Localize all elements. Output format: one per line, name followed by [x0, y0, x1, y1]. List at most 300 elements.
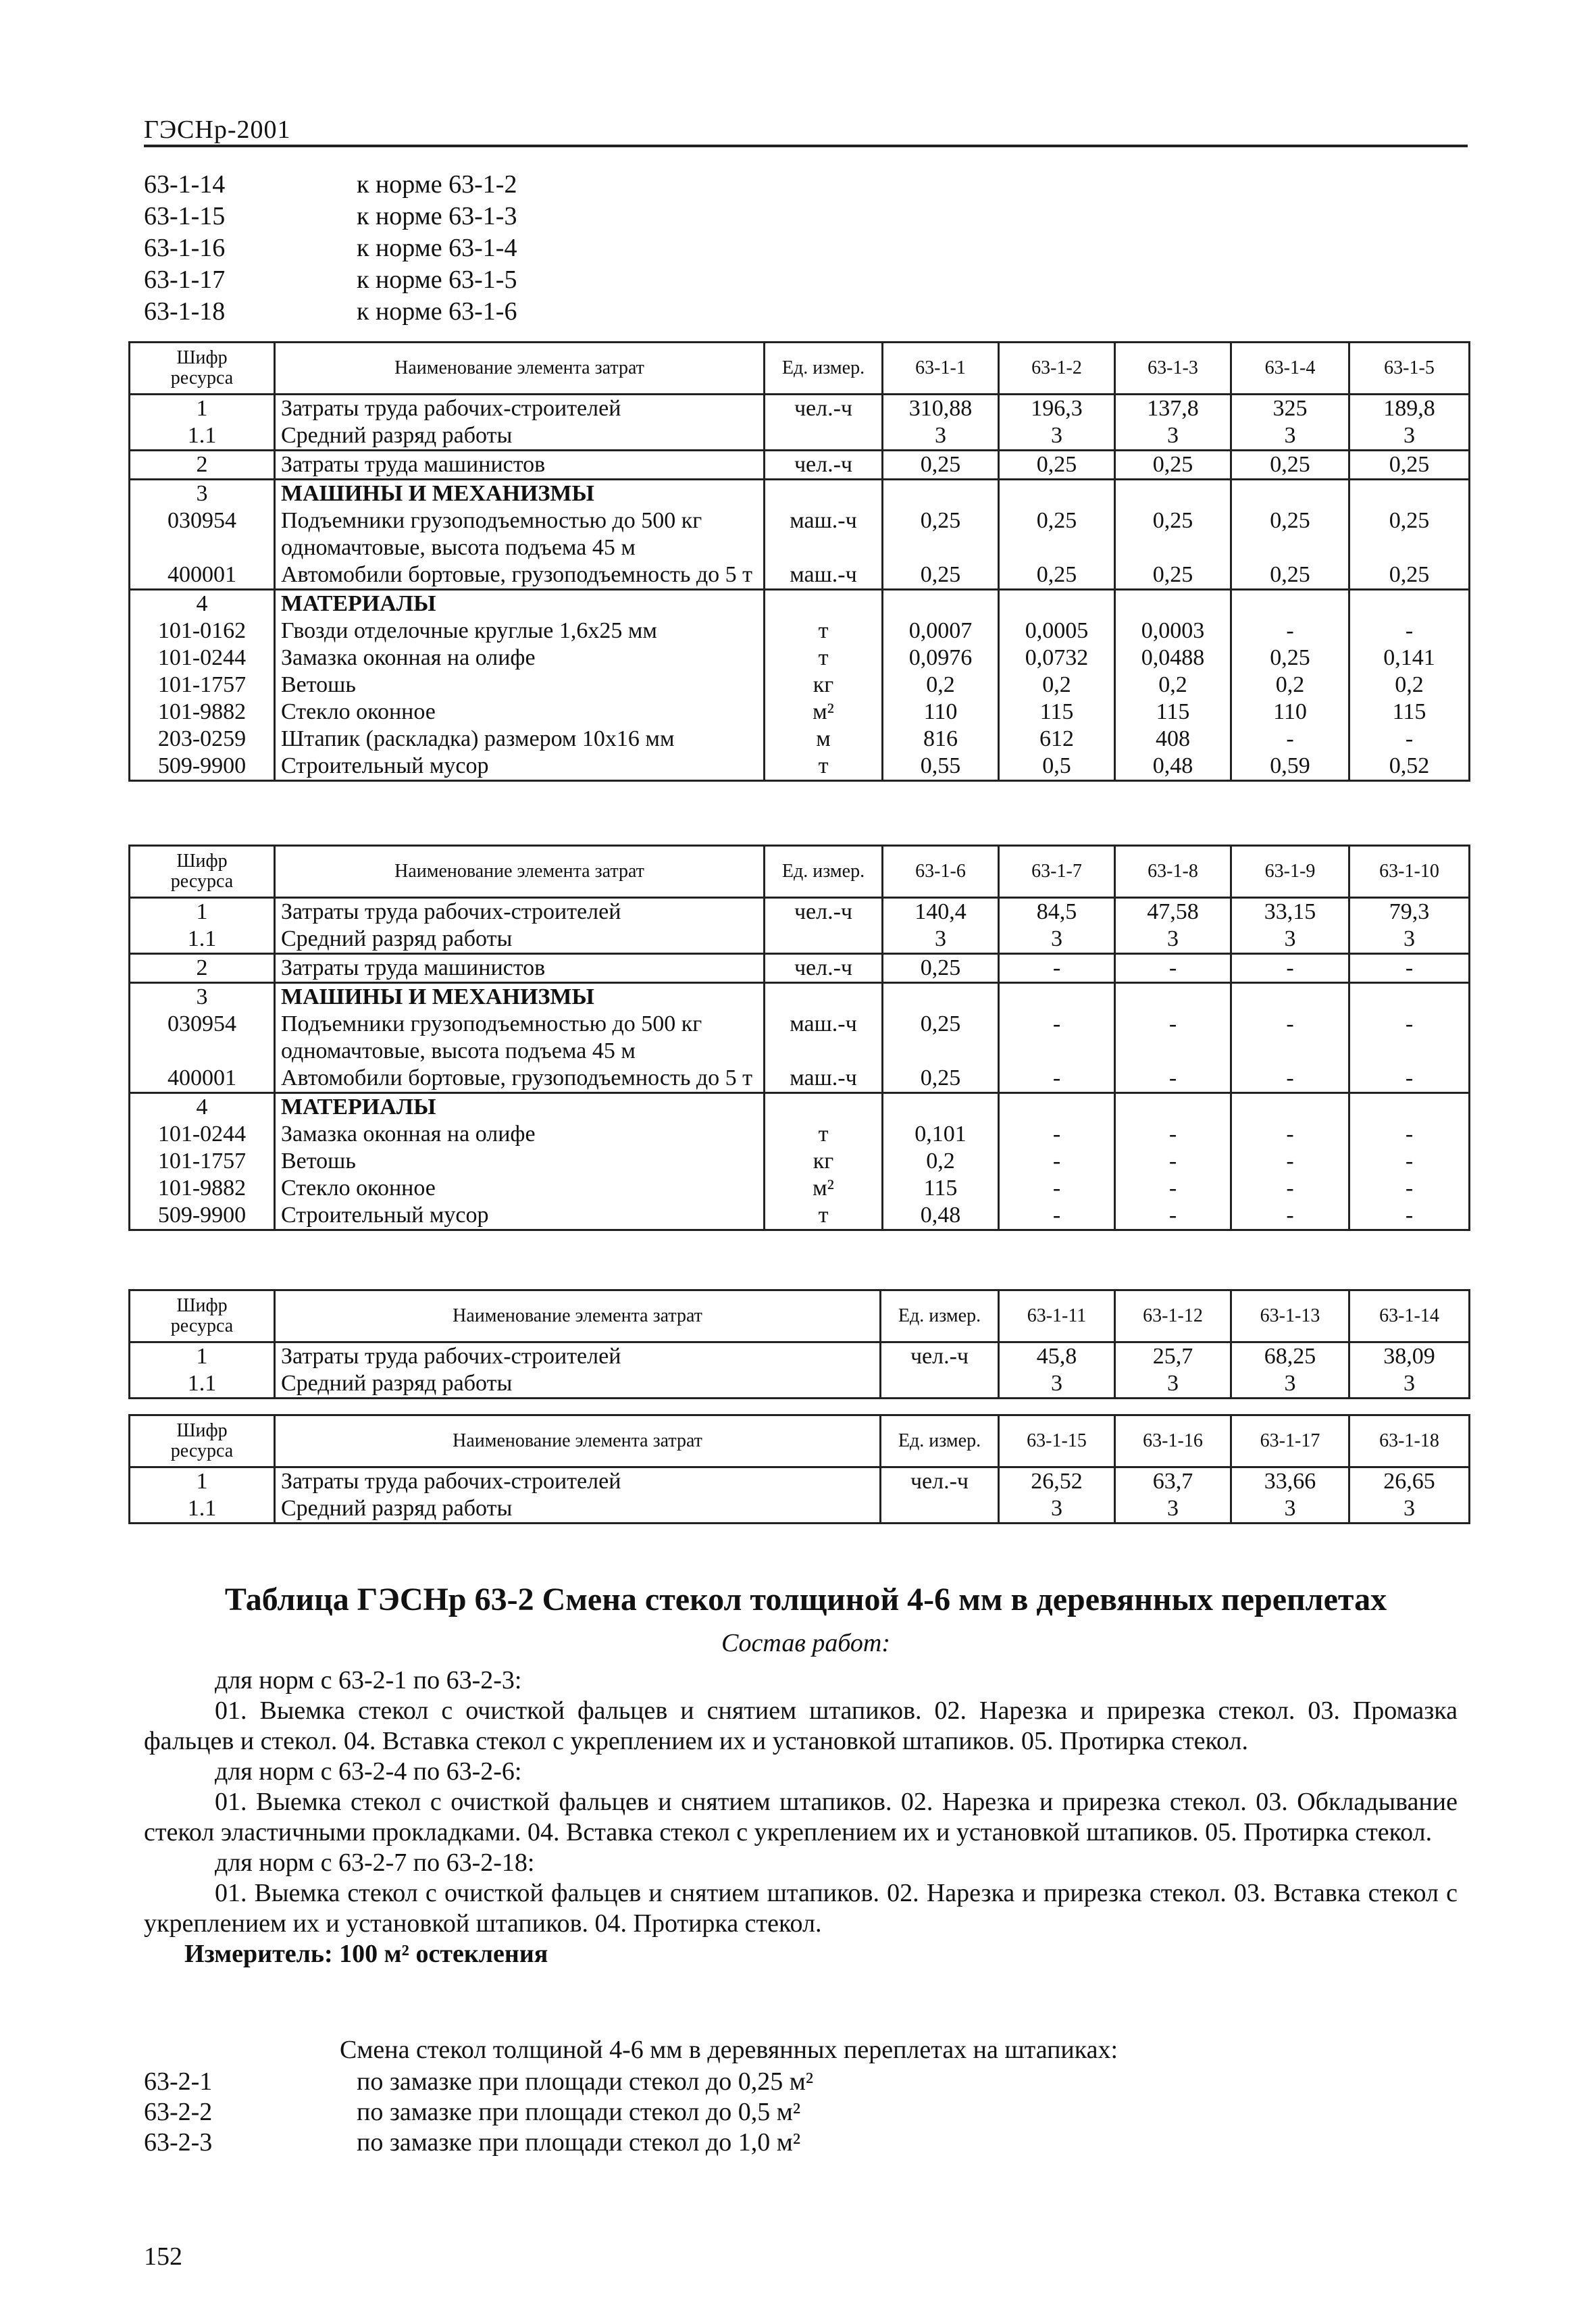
cell-value: -	[999, 954, 1115, 983]
cell-name: Стекло оконное	[275, 699, 765, 726]
table-row	[130, 1495, 1470, 1524]
cell-code: 101-0162	[130, 618, 275, 645]
cell-unit	[765, 422, 883, 451]
table-row	[130, 954, 1470, 983]
cell-value: 115	[999, 699, 1115, 726]
cell-value: 0,0007	[883, 618, 999, 645]
cell-value: 25,7	[1115, 1342, 1231, 1371]
cell-value: 0,0003	[1115, 618, 1231, 645]
cell-name: Затраты труда рабочих-строителей	[275, 1467, 881, 1496]
cell-value: 3	[1231, 926, 1349, 954]
cell-unit: чел.-ч	[765, 954, 883, 983]
cell-code: 1	[130, 898, 275, 926]
cell-name: МАТЕРИАЛЫ	[275, 1093, 765, 1122]
cell-code: 101-9882	[130, 1175, 275, 1202]
group-text: 01. Выемка стекол с очисткой фальцев и снятием штапиков. 02. Нарезка и прирезка стекол. 03. Вставка стекол с укреплением их и установкой штапиков. 04. Протирка стекол.	[144, 1879, 1458, 1938]
cell-value: 110	[883, 699, 999, 726]
cell-value: -	[1349, 1065, 1470, 1093]
norm-text: по замазке при площади стекол до 0,25 м²	[357, 2067, 814, 2096]
cell-value: 38,09	[1349, 1342, 1470, 1371]
ref-text: к норме 63-1-5	[357, 266, 517, 294]
cell-value: 0,25	[999, 507, 1115, 561]
cell-value: -	[1115, 1175, 1231, 1202]
col-code-header: Шифр ресурса	[130, 1290, 275, 1342]
table-row	[130, 618, 1470, 645]
cell-name: Затраты труда рабочих-строителей	[275, 1342, 881, 1371]
cell-unit: кг	[765, 1148, 883, 1175]
col-unit-header: Ед. измер.	[765, 846, 883, 898]
cell-value: 3	[999, 1370, 1115, 1399]
col-norm-header: 63-1-4	[1231, 343, 1349, 395]
cell-code: 3	[130, 480, 275, 508]
cell-name: Строительный мусор	[275, 753, 765, 781]
cell-unit: чел.-ч	[765, 898, 883, 926]
table-row	[130, 1121, 1470, 1148]
cell-value	[1231, 480, 1349, 508]
cell-name: Средний разряд работы	[275, 926, 765, 954]
list-item	[144, 169, 1089, 201]
table-row	[130, 1342, 1470, 1371]
cell-value	[883, 590, 999, 618]
table-row	[130, 1202, 1470, 1230]
cell-value	[1115, 480, 1231, 508]
cell-value: 0,2	[1349, 672, 1470, 699]
col-norm-header: 63-1-7	[999, 846, 1115, 898]
cell-value: -	[1231, 618, 1349, 645]
cell-value: 110	[1231, 699, 1349, 726]
cell-value: -	[1115, 1202, 1231, 1230]
list-item	[144, 2096, 813, 2127]
col-norm-header: 63-1-12	[1115, 1290, 1231, 1342]
cell-value: 0,25	[883, 507, 999, 561]
col-name-header: Наименование элемента затрат	[275, 343, 765, 395]
cell-name: Средний разряд работы	[275, 1495, 881, 1524]
col-name-header: Наименование элемента затрат	[275, 846, 765, 898]
cell-name: Затраты труда рабочих-строителей	[275, 898, 765, 926]
cell-value	[1231, 590, 1349, 618]
cell-unit: м	[765, 726, 883, 753]
cell-code: 1	[130, 1467, 275, 1496]
cell-unit: т	[765, 645, 883, 672]
cell-value: 0,25	[883, 451, 999, 480]
ref-code: 63-1-18	[144, 297, 226, 326]
cell-value: 3	[999, 422, 1115, 451]
table-row	[130, 395, 1470, 423]
cell-value: 0,2	[999, 672, 1115, 699]
table-row	[130, 1093, 1470, 1122]
cell-value: 0,25	[1231, 451, 1349, 480]
cell-value: -	[999, 1175, 1115, 1202]
col-unit-header: Ед. измер.	[881, 1290, 999, 1342]
cell-value: 310,88	[883, 395, 999, 423]
cell-value: 0,5	[999, 753, 1115, 781]
cell-value: 0,25	[1115, 507, 1231, 561]
cell-value: 0,25	[1349, 507, 1470, 561]
cell-value: -	[1231, 1202, 1349, 1230]
norm-code: 63-2-1	[144, 2067, 213, 2096]
norms-table-63-1-6-to-10	[128, 845, 1470, 1231]
cell-value: 0,2	[883, 1148, 999, 1175]
cell-name: Ветошь	[275, 1148, 765, 1175]
ref-text: к норме 63-1-2	[357, 170, 517, 199]
cell-name: Замазка оконная на олифе	[275, 645, 765, 672]
cell-code: 1.1	[130, 926, 275, 954]
cell-value: 0,101	[883, 1121, 999, 1148]
cell-code: 1	[130, 395, 275, 423]
ref-code: 63-1-15	[144, 202, 226, 230]
cell-code: 4	[130, 590, 275, 618]
col-norm-header: 63-1-18	[1349, 1415, 1470, 1467]
cell-code: 1	[130, 1342, 275, 1371]
cell-value: 0,25	[883, 1065, 999, 1093]
table-row	[130, 1065, 1470, 1093]
cell-value: 0,2	[1115, 672, 1231, 699]
cell-unit: т	[765, 618, 883, 645]
cell-value: 0,0005	[999, 618, 1115, 645]
header-rule	[144, 145, 1468, 147]
table-row	[130, 672, 1470, 699]
cell-value: -	[1231, 954, 1349, 983]
cell-value	[1115, 983, 1231, 1011]
cell-name: МАШИНЫ И МЕХАНИЗМЫ	[275, 480, 765, 508]
cell-value: 3	[1231, 1370, 1349, 1399]
cell-value	[1231, 983, 1349, 1011]
cell-value: -	[1115, 1011, 1231, 1065]
cell-value: -	[1349, 1148, 1470, 1175]
table-row	[130, 753, 1470, 781]
cell-value: -	[999, 1121, 1115, 1148]
col-norm-header: 63-1-13	[1231, 1290, 1349, 1342]
cell-code: 101-1757	[130, 672, 275, 699]
table-row	[130, 983, 1470, 1011]
cell-value: 612	[999, 726, 1115, 753]
table-header-row	[130, 846, 1470, 898]
norm-codes-list	[144, 2066, 813, 2157]
cell-code: 101-1757	[130, 1148, 275, 1175]
refs-list	[144, 169, 1089, 328]
cell-code: 1.1	[130, 1495, 275, 1524]
col-norm-header: 63-1-10	[1349, 846, 1470, 898]
cell-value	[1115, 1093, 1231, 1122]
list-item	[144, 2127, 813, 2157]
cell-value	[1349, 983, 1470, 1011]
cell-value: 115	[1115, 699, 1231, 726]
table-row	[130, 926, 1470, 954]
cell-value: 137,8	[1115, 395, 1231, 423]
col-norm-header: 63-1-3	[1115, 343, 1231, 395]
ref-code: 63-1-17	[144, 266, 226, 294]
norm-text: по замазке при площади стекол до 1,0 м²	[357, 2128, 801, 2157]
cell-unit: м²	[765, 699, 883, 726]
table-row	[130, 645, 1470, 672]
cell-value	[883, 480, 999, 508]
col-norm-header: 63-1-8	[1115, 846, 1231, 898]
cell-name: Подъемники грузоподъемностью до 500 кг одномачтовые, высота подъема 45 м	[275, 1011, 765, 1065]
norms-table-63-1-15-to-18	[128, 1414, 1470, 1524]
norm-text: по замазке при площади стекол до 0,5 м²	[357, 2097, 801, 2126]
cell-unit	[765, 590, 883, 618]
col-norm-header: 63-1-6	[883, 846, 999, 898]
cell-unit	[765, 926, 883, 954]
cell-unit	[765, 480, 883, 508]
measure-unit: Измеритель: 100 м² остекления	[184, 1940, 548, 1968]
ref-text: к норме 63-1-4	[357, 234, 517, 262]
cell-value: 3	[1349, 1370, 1470, 1399]
cell-value: 3	[999, 1495, 1115, 1524]
cell-value: 0,0976	[883, 645, 999, 672]
cell-unit: чел.-ч	[765, 395, 883, 423]
cell-value	[1349, 1093, 1470, 1122]
section-title: Таблица ГЭСНр 63-2 Смена стекол толщиной 4-6 мм в деревянных переплетах	[224, 1582, 1387, 1617]
cell-value: 0,25	[999, 561, 1115, 590]
cell-name: Автомобили бортовые, грузоподъемность до 5 т	[275, 561, 765, 590]
cell-unit: маш.-ч	[765, 1065, 883, 1093]
cell-value: -	[1115, 1148, 1231, 1175]
cell-unit: кг	[765, 672, 883, 699]
cell-value: -	[999, 1065, 1115, 1093]
cell-name: Автомобили бортовые, грузоподъемность до 5 т	[275, 1065, 765, 1093]
cell-value: 33,15	[1231, 898, 1349, 926]
table-row	[130, 898, 1470, 926]
cell-value: 0,141	[1349, 645, 1470, 672]
cell-value: 0,25	[1231, 561, 1349, 590]
table-row	[130, 507, 1470, 561]
cell-value	[999, 480, 1115, 508]
cell-unit: чел.-ч	[765, 451, 883, 480]
cell-value: -	[1115, 1121, 1231, 1148]
cell-value: 0,2	[883, 672, 999, 699]
cell-value: 3	[1115, 926, 1231, 954]
cell-value: 3	[883, 422, 999, 451]
group-text: 01. Выемка стекол с очисткой фальцев и снятием штапиков. 02. Нарезка и прирезка стекол. 03. Обкладывание стекол эластичными прокладками. 04. Вставка стекол с укреплением их и установкой штапиков. 05. Протирка стекол.	[144, 1788, 1458, 1846]
cell-value: 0,25	[1231, 507, 1349, 561]
cell-code: 030954	[130, 507, 275, 561]
cell-value: -	[1231, 1175, 1349, 1202]
cell-value: 3	[1231, 422, 1349, 451]
cell-value: -	[1231, 1148, 1349, 1175]
cell-value: 47,58	[1115, 898, 1231, 926]
cell-unit: т	[765, 753, 883, 781]
norms-subheading: Смена стекол толщиной 4-6 мм в деревянных переплетах на штапиках:	[340, 2036, 1118, 2064]
table-header-row	[130, 343, 1470, 395]
group-heading: для норм с 63-2-1 по 63-2-3:	[215, 1666, 522, 1694]
cell-name: Средний разряд работы	[275, 422, 765, 451]
cell-value: 3	[1349, 926, 1470, 954]
table-row	[130, 726, 1470, 753]
cell-unit: чел.-ч	[881, 1467, 999, 1496]
cell-value	[1349, 590, 1470, 618]
cell-name: МАТЕРИАЛЫ	[275, 590, 765, 618]
cell-value: 84,5	[999, 898, 1115, 926]
cell-value: 0,25	[883, 954, 999, 983]
cell-value: 0,48	[883, 1202, 999, 1230]
list-item	[144, 264, 1089, 296]
col-norm-header: 63-1-2	[999, 343, 1115, 395]
running-title: ГЭСНр-2001	[144, 116, 291, 144]
cell-name: Ветошь	[275, 672, 765, 699]
cell-unit: маш.-ч	[765, 561, 883, 590]
cell-value	[999, 590, 1115, 618]
cell-value: -	[1115, 954, 1231, 983]
cell-value	[1115, 590, 1231, 618]
cell-value: -	[1349, 1202, 1470, 1230]
col-norm-header: 63-1-16	[1115, 1415, 1231, 1467]
cell-value: 3	[1349, 422, 1470, 451]
cell-value: 0,0488	[1115, 645, 1231, 672]
cell-value: 3	[1115, 1495, 1231, 1524]
cell-value: 33,66	[1231, 1467, 1349, 1496]
table-row	[130, 699, 1470, 726]
cell-unit: маш.-ч	[765, 1011, 883, 1065]
col-name-header: Наименование элемента затрат	[275, 1290, 881, 1342]
cell-code: 509-9900	[130, 753, 275, 781]
page-number: 152	[144, 2242, 182, 2271]
list-item	[144, 296, 1089, 328]
cell-value: 0,52	[1349, 753, 1470, 781]
cell-value: 0,55	[883, 753, 999, 781]
cell-code: 101-0244	[130, 645, 275, 672]
cell-code: 1.1	[130, 1370, 275, 1399]
col-norm-header: 63-1-11	[999, 1290, 1115, 1342]
cell-value	[883, 983, 999, 1011]
cell-unit	[881, 1495, 999, 1524]
list-item	[144, 232, 1089, 264]
cell-value: 0,25	[883, 1011, 999, 1065]
ref-text: к норме 63-1-3	[357, 202, 517, 230]
table-row	[130, 1467, 1470, 1496]
cell-name: Затраты труда машинистов	[275, 451, 765, 480]
cell-value: 816	[883, 726, 999, 753]
cell-value: 0,48	[1115, 753, 1231, 781]
table-row	[130, 590, 1470, 618]
cell-name: Средний разряд работы	[275, 1370, 881, 1399]
col-norm-header: 63-1-15	[999, 1415, 1115, 1467]
cell-code: 101-9882	[130, 699, 275, 726]
cell-value: 0,25	[1349, 561, 1470, 590]
group-heading: для норм с 63-2-7 по 63-2-18:	[215, 1848, 535, 1877]
cell-name: МАШИНЫ И МЕХАНИЗМЫ	[275, 983, 765, 1011]
col-unit-header: Ед. измер.	[765, 343, 883, 395]
group-heading: для норм с 63-2-4 по 63-2-6:	[215, 1757, 522, 1786]
cell-name: Гвозди отделочные круглые 1,6x25 мм	[275, 618, 765, 645]
cell-unit	[765, 1093, 883, 1122]
table-row	[130, 480, 1470, 508]
cell-code: 400001	[130, 561, 275, 590]
col-norm-header: 63-1-9	[1231, 846, 1349, 898]
cell-value: 0,59	[1231, 753, 1349, 781]
cell-value: 140,4	[883, 898, 999, 926]
cell-unit	[765, 983, 883, 1011]
cell-value: -	[1349, 618, 1470, 645]
cell-name: Подъемники грузоподъемностью до 500 кг одномачтовые, высота подъема 45 м	[275, 507, 765, 561]
table-row	[130, 1370, 1470, 1399]
cell-value: 26,52	[999, 1467, 1115, 1496]
cell-value: 79,3	[1349, 898, 1470, 926]
cell-code: 4	[130, 1093, 275, 1122]
cell-code: 203-0259	[130, 726, 275, 753]
cell-name: Строительный мусор	[275, 1202, 765, 1230]
cell-value: 189,8	[1349, 395, 1470, 423]
norm-code: 63-2-2	[144, 2097, 213, 2126]
cell-code: 030954	[130, 1011, 275, 1065]
cell-value	[1349, 480, 1470, 508]
work-composition	[144, 1665, 1458, 1969]
table-row	[130, 1011, 1470, 1065]
cell-value: 115	[883, 1175, 999, 1202]
cell-value: 0,0732	[999, 645, 1115, 672]
cell-value: 3	[999, 926, 1115, 954]
cell-value: 26,65	[1349, 1467, 1470, 1496]
cell-value: 196,3	[999, 395, 1115, 423]
col-name-header: Наименование элемента затрат	[275, 1415, 881, 1467]
cell-value: 0,25	[1115, 451, 1231, 480]
cell-code: 101-0244	[130, 1121, 275, 1148]
table-row	[130, 1148, 1470, 1175]
cell-value: 115	[1349, 699, 1470, 726]
norms-table-63-1-1-to-5	[128, 341, 1470, 782]
cell-value: 3	[1231, 1495, 1349, 1524]
cell-value: -	[1349, 1011, 1470, 1065]
cell-code: 3	[130, 983, 275, 1011]
cell-value: -	[1349, 954, 1470, 983]
cell-unit: т	[765, 1121, 883, 1148]
cell-value: -	[1115, 1065, 1231, 1093]
cell-value: 3	[1349, 1495, 1470, 1524]
cell-code: 2	[130, 954, 275, 983]
cell-value: 325	[1231, 395, 1349, 423]
ref-code: 63-1-14	[144, 170, 226, 199]
cell-value	[999, 983, 1115, 1011]
cell-value: -	[1349, 726, 1470, 753]
cell-value: 408	[1115, 726, 1231, 753]
table-row	[130, 561, 1470, 590]
cell-code: 400001	[130, 1065, 275, 1093]
cell-unit: м²	[765, 1175, 883, 1202]
cell-value: -	[1231, 726, 1349, 753]
group-text: 01. Выемка стекол с очисткой фальцев и снятием штапиков. 02. Нарезка и прирезка стекол. 03. Промазка фальцев и стекол. 04. Вставка стекол с укреплением их и установкой штапиков. 05. Протирка стекол.	[144, 1696, 1458, 1755]
cell-value: -	[999, 1011, 1115, 1065]
cell-value: -	[999, 1202, 1115, 1230]
cell-unit: маш.-ч	[765, 507, 883, 561]
col-norm-header: 63-1-5	[1349, 343, 1470, 395]
cell-unit: чел.-ч	[881, 1342, 999, 1371]
list-item	[144, 2066, 813, 2096]
composition-label: Состав работ:	[721, 1629, 891, 1657]
cell-value	[999, 1093, 1115, 1122]
norms-table-63-1-11-to-14	[128, 1289, 1470, 1399]
cell-value: 45,8	[999, 1342, 1115, 1371]
cell-value: 3	[1115, 1370, 1231, 1399]
cell-unit	[881, 1370, 999, 1399]
ref-text: к норме 63-1-6	[357, 297, 517, 326]
cell-name: Стекло оконное	[275, 1175, 765, 1202]
cell-value: -	[1349, 1175, 1470, 1202]
cell-value: 0,25	[1349, 451, 1470, 480]
cell-value: 0,25	[883, 561, 999, 590]
cell-value	[1231, 1093, 1349, 1122]
cell-value: 63,7	[1115, 1467, 1231, 1496]
norm-code: 63-2-3	[144, 2128, 213, 2157]
cell-value: 0,2	[1231, 672, 1349, 699]
cell-value	[883, 1093, 999, 1122]
col-code-header: Шифр ресурса	[130, 343, 275, 395]
cell-code: 1.1	[130, 422, 275, 451]
cell-value: 0,25	[1231, 645, 1349, 672]
cell-name: Замазка оконная на олифе	[275, 1121, 765, 1148]
table-row	[130, 1175, 1470, 1202]
cell-name: Затраты труда рабочих-строителей	[275, 395, 765, 423]
cell-value: -	[1349, 1121, 1470, 1148]
